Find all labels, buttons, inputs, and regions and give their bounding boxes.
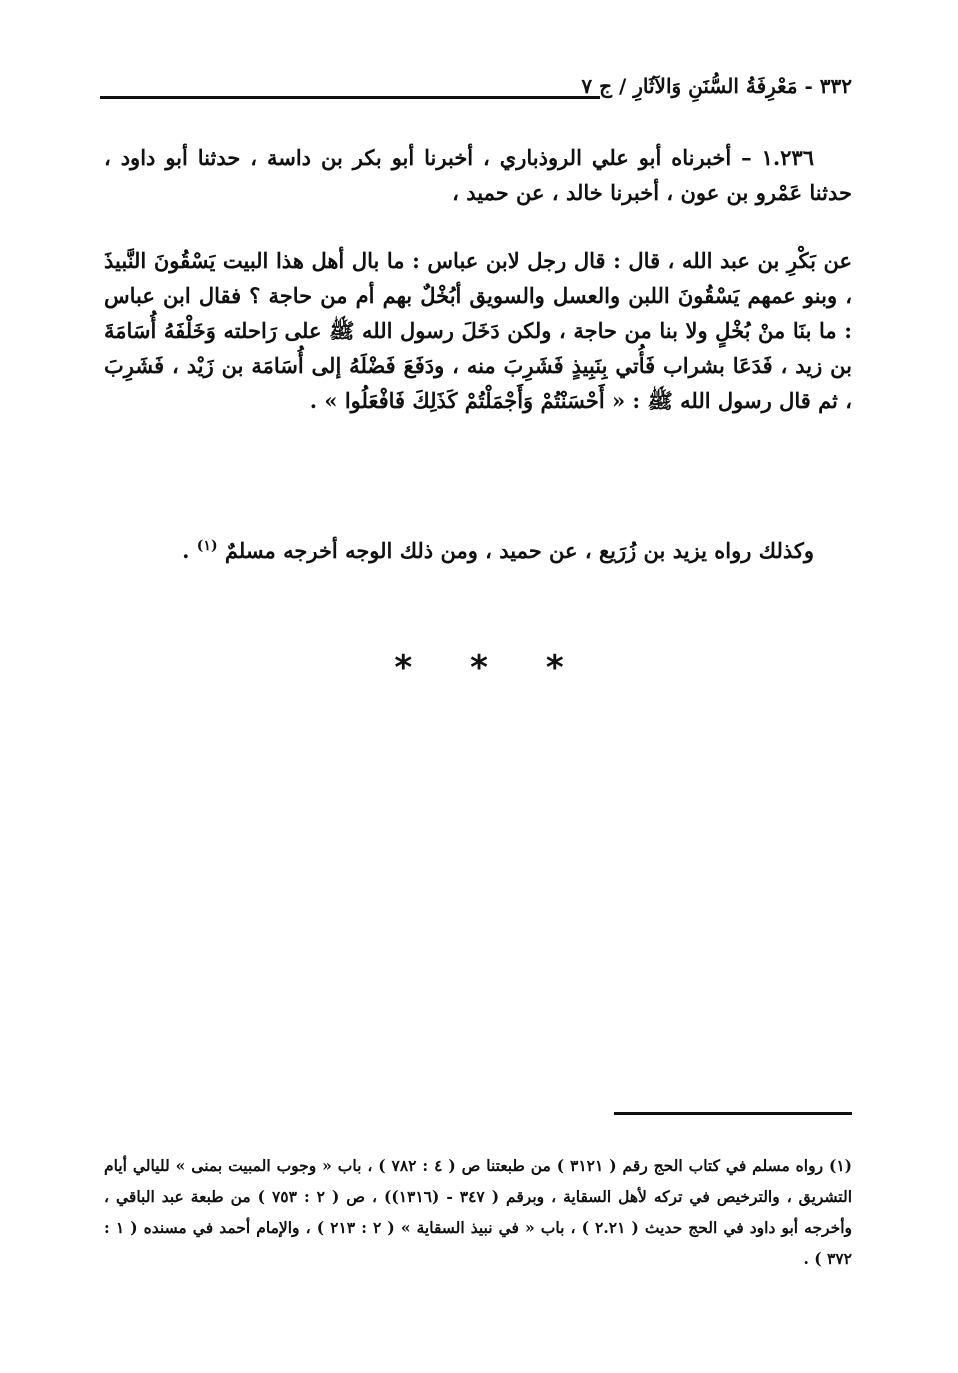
takhrij-text: وكذلك رواه يزيد بن زُرَيع ، عن حميد ، ومن ذلك الوجه أخرجه مسلمٌ <box>224 538 814 563</box>
hadith-isnad-paragraph <box>104 140 852 210</box>
footnote-marker[interactable]: (١) <box>196 538 218 554</box>
section-separator: *** <box>394 648 622 688</box>
footnote-text: (١) رواه مسلم في كتاب الحج رقم ( ٣١٢١ ) من طبعتنا ص ( ٤ : ٧٨٢ ) ، باب « وجوب المبيت بمنى » لليالي أيام التشريق ، والترخيص في تركه لأهل السقاية ، وبرقم ( ٣٤٧ - (١٣١٦)) ، ص ( ٢ : ٧٥٣ ) من طبعة عبد الباقي ، وأخرجه أبو داود في الحج حديث ( ٢.٢١ ) ، باب « في نبيذ السقاية » ( ٢ : ٢١٣ ) ، والإمام أحمد في مسنده ( ١ : ٣٧٢ ) . <box>104 1156 853 1268</box>
page-header <box>100 74 852 104</box>
footnote-rule <box>614 1112 852 1115</box>
takhrij-paragraph <box>104 533 852 568</box>
running-title: ٣٣٢ - مَعْرِفَةُ السُّنَنِ وَالآثَارِ / ج ٧ <box>581 74 852 98</box>
hadith-matn-text: عن بَكْرِ بن عبد الله ، قال : قال رجل لابن عباس : ما بال أهل هذا البيت يَسْقُونَ النَّبيذَ ، وبنو عمهم يَسْقُونَ اللبن والعسل والسويق أبُخْلٌ بهم أم من حاجة ؟ فقال ابن عباس : ما بنَا منْ بُخْلٍ ولا بنا من حاجة ، ولكن دَخَلَ رسول الله ﷺ على رَاحلته وَخَلْفَهُ أُسَامَةَ بن زيد ، فَدَعَا بشراب فَأُتي بِنَبِيذٍ فَشَرِبَ منه ، ودَفَعَ فَضْلَهُ إلى أُسَامَة بن زَيْد ، فَشَرِبَ ، ثم قال رسول الله ﷺ : « أَحْسَنْتُمْ وَأَجْمَلْتُمْ كَذَلِكَ فَافْعَلُوا » . <box>104 248 852 413</box>
takhrij-end: . <box>182 538 197 563</box>
header-rule <box>100 96 600 99</box>
hadith-isnad-text: ١.٢٣٦ – أخبرناه أبو علي الروذباري ، أخبرنا أبو بكر بن داسة ، حدثنا أبو داود ، حدثنا عَمْرو بن عون ، أخبرنا خالد ، عن حميد ، <box>104 145 852 205</box>
hadith-matn-paragraph <box>104 243 852 418</box>
footnote <box>104 1150 852 1274</box>
